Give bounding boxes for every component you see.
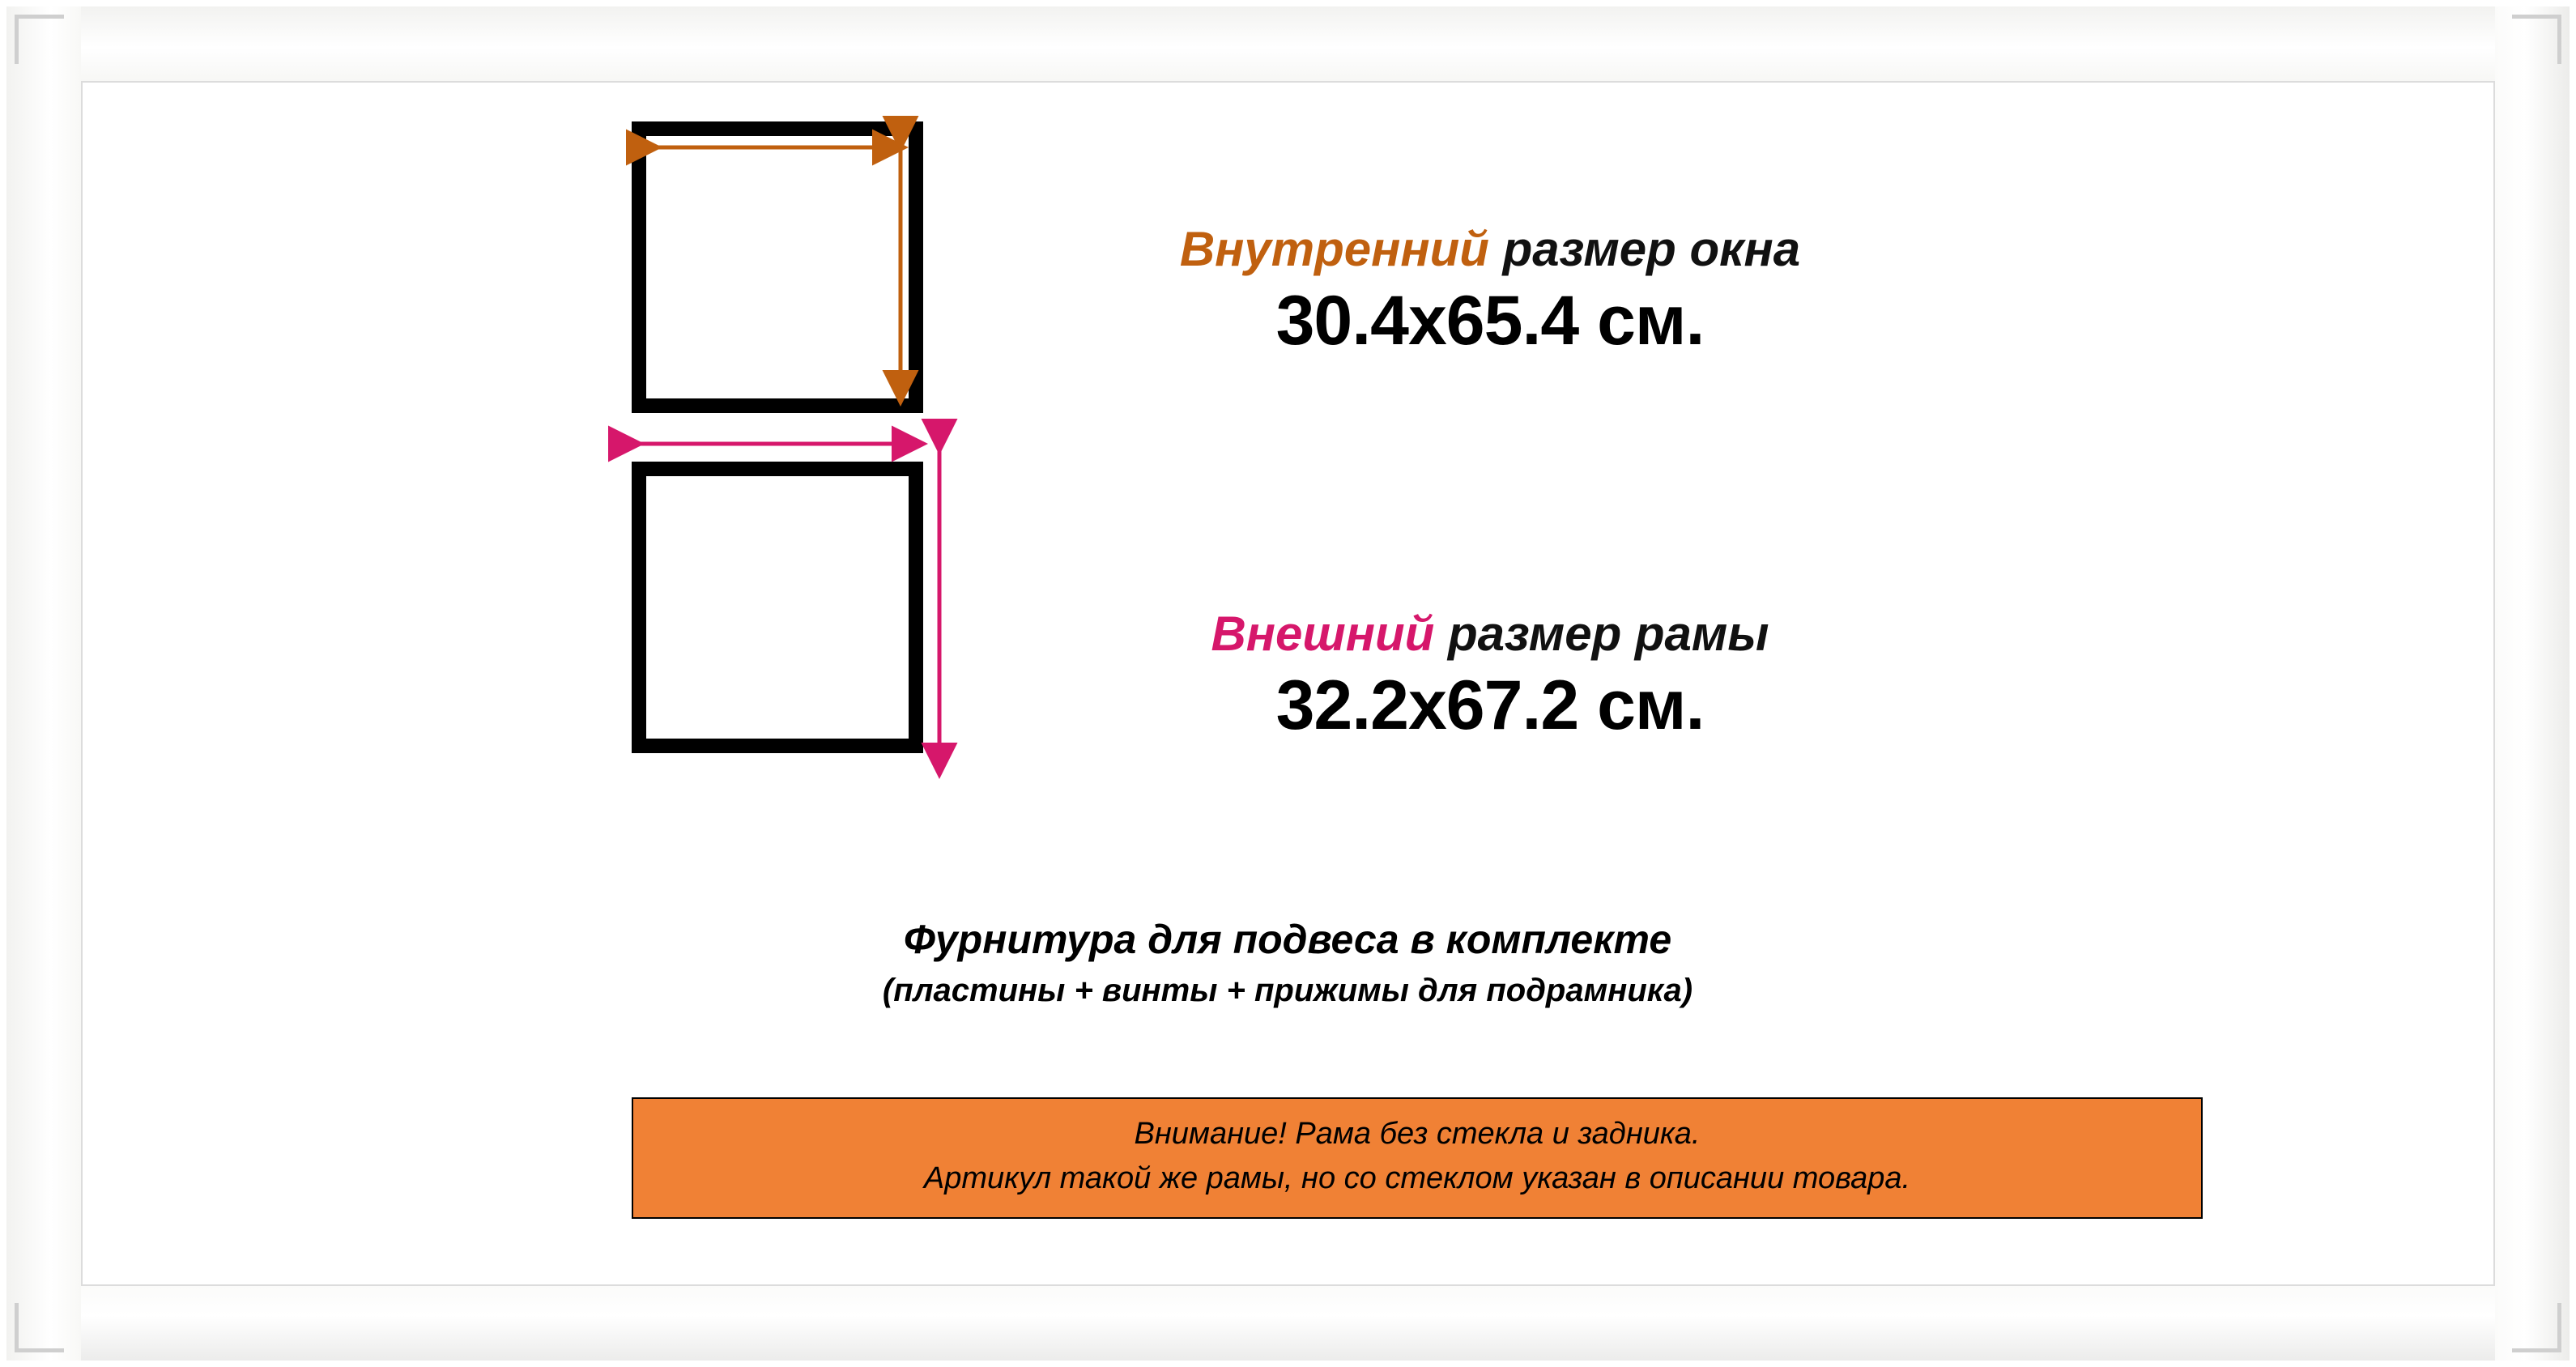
frame-moulding-top <box>6 6 2570 81</box>
outer-size-caption <box>1004 607 1976 661</box>
frame-moulding-left <box>6 6 81 1361</box>
inner-size-caption <box>1004 223 1976 276</box>
hardware-note <box>478 915 2097 1011</box>
outer-size-caption-rest: размер рамы <box>1434 607 1769 661</box>
outer-size-block <box>1004 607 1976 746</box>
hardware-note-title: Фурнитура для подвеса в комплекте <box>903 917 1672 962</box>
inner-size-caption-accent: Внутренний <box>1179 222 1489 276</box>
notice-banner <box>632 1097 2203 1219</box>
corner-bracket-bottom-right-icon <box>2512 1303 2561 1352</box>
hardware-note-subtitle: (пластины + винты + прижимы для подрамника) <box>882 973 1693 1008</box>
outer-size-caption-accent: Внешний <box>1211 607 1435 661</box>
outer-frame-diagram <box>632 462 923 753</box>
inner-size-block <box>1004 223 1976 361</box>
notice-line-1: Внимание! Рама без стекла и задника. <box>1134 1117 1701 1151</box>
corner-bracket-bottom-left-icon <box>15 1303 64 1352</box>
inner-size-caption-rest: размер окна <box>1488 222 1801 276</box>
outer-size-value: 32.2х67.2 см. <box>1275 666 1705 744</box>
frame-moulding-bottom <box>6 1286 2570 1361</box>
content-area <box>81 81 2495 1286</box>
frame-moulding-right <box>2495 6 2570 1361</box>
corner-bracket-top-right-icon <box>2512 15 2561 64</box>
inner-size-value: 30.4х65.4 см. <box>1275 282 1705 360</box>
notice-line-2: Артикул такой же рамы, но со стеклом указан в описании товара. <box>923 1161 1911 1196</box>
corner-bracket-top-left-icon <box>15 15 64 64</box>
inner-window-diagram <box>632 121 923 413</box>
